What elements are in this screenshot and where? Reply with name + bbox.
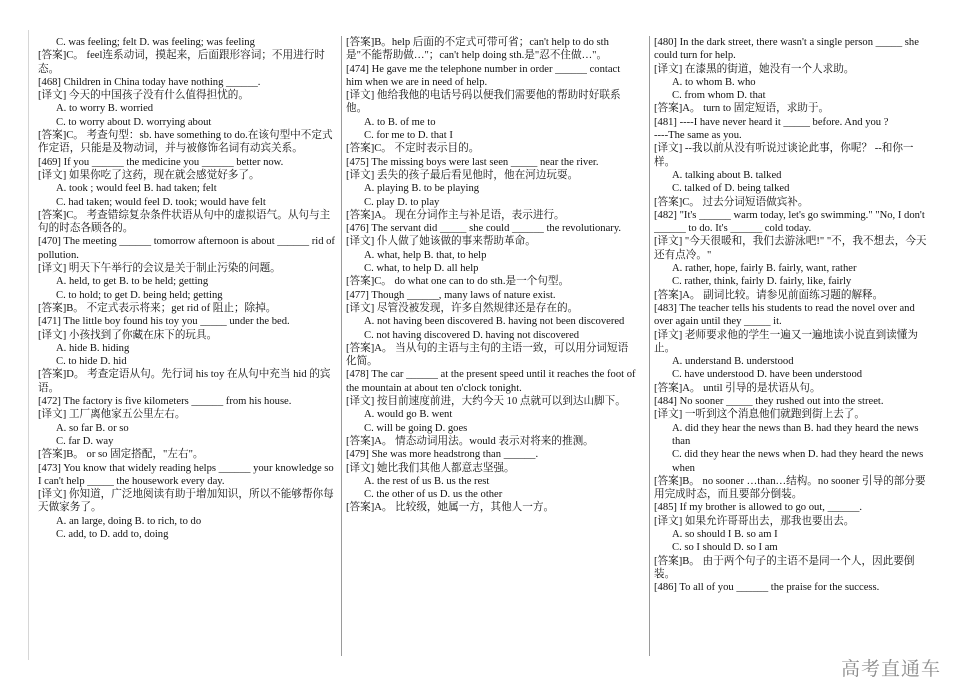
- text-line: [答案]B。help 后面的不定式可带可省；can't help to do sth 是"不能帮助做…"；can't help doing sth.是"忍不住做…"。: [346, 37, 609, 62]
- option-line: C. what, to help D. all help: [364, 263, 479, 275]
- option-line: A. hide B. hiding: [56, 342, 130, 354]
- text-line: [470] The meeting ______ tomorrow afternoon is about ______ rid of pollution.: [38, 236, 335, 261]
- text-line: [答案]D。 考查定语从句。先行词 his toy 在从句中充当 hid 的宾语。: [38, 369, 331, 394]
- option-line: A. an large, doing B. to rich, to do: [56, 515, 202, 527]
- text-line: [486] To all of you ______ the praise for the success.: [654, 582, 880, 594]
- column-divider: [649, 36, 650, 656]
- text-line: [译文] 一听到这个消息他们就跑到街上去了。: [654, 409, 865, 421]
- text-line: [471] The little boy found his toy you _____ under the bed.: [38, 316, 290, 328]
- text-line: [译文] 丢失的孩子最后看见他时，他在河边玩耍。: [346, 169, 579, 181]
- text-line: [答案]C。 不定时表示目的。: [346, 143, 480, 155]
- option-line: A. held, to get B. to be held; getting: [56, 276, 209, 288]
- text-column-2: [346, 36, 636, 654]
- text-line: [答案]C。 do what one can to do sth.是一个句型。: [346, 276, 570, 288]
- text-line: [译文] 他给我他的电话号码以便我们需要他的帮助时好联系他。: [346, 90, 621, 115]
- option-line: A. so far B. or so: [56, 422, 129, 434]
- text-column-1: [38, 36, 336, 654]
- option-line: A. to B. of me to: [364, 116, 436, 128]
- text-line: [答案]A。 情态动词用法。would 表示对将来的推测。: [346, 435, 594, 447]
- option-line: A. understand B. understood: [672, 356, 794, 368]
- text-line: [译文] 她比我们其他人都意志坚强。: [346, 462, 515, 474]
- option-line: A. talking about B. talked: [672, 169, 782, 181]
- option-line: C. play D. to play: [364, 196, 440, 208]
- text-line: [译文] 仆人做了她该做的事来帮助革命。: [346, 236, 536, 248]
- option-line: C. rather, think, fairly D. fairly, like, fairly: [672, 276, 852, 288]
- text-line: [答案]C。 feel连系动词，摸起来，后面跟形容词；不用进行时态。: [38, 50, 325, 75]
- text-line: [答案]B。 or so 固定搭配，"左右"。: [38, 449, 204, 461]
- text-line: [答案]A。 现在分词作主与补足语，表示进行。: [346, 209, 565, 221]
- option-line: C. talked of D. being talked: [672, 183, 790, 195]
- text-line: [答案]A。 until 引导的是状语从句。: [654, 382, 821, 394]
- text-line: [译文] 工厂离他家五公里左右。: [38, 409, 186, 421]
- option-line: C. to worry about D. worrying about: [56, 116, 212, 128]
- option-line: C. have understood D. have been understood: [672, 369, 863, 381]
- option-line: A. did they hear the news than B. had they heard the news than: [672, 422, 919, 447]
- text-line: [译文] 小孩找到了你藏在床下的玩具。: [38, 329, 218, 341]
- text-line: [答案]C。 考查句型：sb. have something to do.在该句型中不定式作定语，只能是及物动词，并与被修饰名词有动宾关系。: [38, 130, 333, 155]
- text-line: [481] ----I have never heard it _____ before. And you ?: [654, 116, 889, 128]
- text-line: [478] The car ______ at the present speed until it reaches the foot of the mountain at about ten o'clock tonight.: [346, 369, 636, 394]
- text-line: [472] The factory is five kilometers ______ from his house.: [38, 396, 292, 408]
- option-line: C. will be going D. goes: [364, 422, 468, 434]
- text-line: [译文] 在漆黑的街道，她没有一个人求助。: [654, 63, 855, 75]
- option-line: A. the rest of us B. us the rest: [364, 475, 490, 487]
- text-line: [译文] 老师要求他的学生一遍又一遍地读小说直到读懂为止。: [654, 329, 918, 354]
- text-line: [484] No sooner _____ they rushed out into the street.: [654, 396, 884, 408]
- option-line: A. rather, hope, fairly B. fairly, want, rather: [672, 263, 857, 275]
- option-line: A. to worry B. worried: [56, 103, 154, 115]
- text-line: [474] He gave me the telephone number in order ______ contact him when we are in need of help.: [346, 63, 621, 88]
- text-line: [答案]C。 过去分词短语做宾补。: [654, 196, 809, 208]
- option-line: C. the other of us D. us the other: [364, 489, 503, 501]
- option-line: C. was feeling; felt D. was feeling; was feeling: [56, 37, 255, 48]
- text-line: [468] Children in China today have nothing ______.: [38, 76, 261, 88]
- option-line: A. what, help B. that, to help: [364, 249, 487, 261]
- text-line: [译文] 按目前速度前进，大约今天 10 点就可以到达山脚下。: [346, 396, 626, 408]
- option-line: A. would go B. went: [364, 409, 453, 421]
- text-line: [译文] 你知道，广泛地阅读有助于增加知识，所以不能够帮你每天做家务了。: [38, 489, 334, 514]
- text-line: [译文] "今天很暖和，我们去游泳吧!" "不，我不想去，今天还有点冷。": [654, 236, 927, 261]
- option-line: C. far D. way: [56, 435, 114, 447]
- option-line: C. did they hear the news when D. had they heard the news when: [672, 449, 924, 474]
- option-line: A. to whom B. who: [672, 76, 756, 88]
- text-line: [482] "It's ______ warm today, let's go swimming." "No, I don't ______ to do. It's ______ cold today.: [654, 209, 925, 235]
- option-line: C. to hide D. hid: [56, 356, 127, 368]
- watermark: 高考直通车: [840, 658, 941, 680]
- text-line: [译文] --我以前从没有听说过谈论此事，你呢？ --和你一样。: [654, 143, 914, 168]
- option-line: C. for me to D. that I: [364, 130, 453, 142]
- text-line: [答案]A。 turn to 固定短语，求助于。: [654, 103, 830, 115]
- text-line: [480] In the dark street, there wasn't a single person _____ she could turn for help.: [654, 37, 919, 62]
- text-line: [答案]A。 副词比较。请参见前面练习题的解释。: [654, 289, 884, 301]
- text-line: [译文] 明天下午举行的会议是关于制止污染的问题。: [38, 263, 281, 275]
- option-line: A. so should I B. so am I: [672, 528, 778, 540]
- text-line: [476] The servant did _____ she could ______ the revolutionary.: [346, 223, 622, 235]
- option-line: C. add, to D. add to, doing: [56, 528, 169, 540]
- text-line: [译文] 今天的中国孩子没有什么值得担忧的。: [38, 90, 249, 102]
- text-column-3: [654, 36, 934, 654]
- text-line: [答案]B。 由于两个句子的主语不是同一个人，因此要倒装。: [654, 555, 915, 580]
- text-line: [译文] 如果允许哥哥出去，那我也要出去。: [654, 515, 855, 527]
- option-line: C. to hold; to get D. being held; getting: [56, 289, 223, 301]
- option-line: A. took ; would feel B. had taken; felt: [56, 183, 217, 195]
- option-line: A. playing B. to be playing: [364, 183, 480, 195]
- text-line: [答案]B。 no sooner …than…结构。no sooner 引导的部分要用完成时态，而且要部分倒装。: [654, 475, 926, 501]
- option-line: C. so I should D. so I am: [672, 542, 778, 554]
- text-line: [469] If you ______ the medicine you ______ better now.: [38, 156, 284, 168]
- text-line: [483] The teacher tells his students to read the novel over and over again until they _____ it.: [654, 302, 915, 328]
- option-line: C. had taken; would feel D. took; would have felt: [56, 196, 266, 208]
- text-line: [479] She was more headstrong than ______.: [346, 449, 539, 461]
- text-line: [译文] 尽管没被发现，许多自然规律还是存在的。: [346, 302, 579, 314]
- text-line: [473] You know that widely reading helps ______ your knowledge so I can't help _____ the housework every day.: [38, 462, 334, 487]
- text-line: [477] Though ______, many laws of nature exist.: [346, 289, 556, 301]
- text-line: [答案]A。 当从句的主语与主句的主语一致，可以用分词短语化简。: [346, 342, 629, 368]
- text-line: [答案]B。 不定式表示将来；get rid of 阻止；除掉。: [38, 302, 277, 314]
- text-line: [答案]A。 比较级，她属一方，其他人一方。: [346, 502, 555, 514]
- column-divider: [341, 36, 342, 656]
- option-line: A. not having been discovered B. having not been discovered: [364, 316, 625, 328]
- text-line: [答案]C。 考查错综复杂条件状语从句中的虚拟语气。从句与主句的时态各顾各的。: [38, 209, 331, 235]
- option-line: C. from whom D. that: [672, 90, 766, 102]
- text-line: [475] The missing boys were last seen _____ near the river.: [346, 156, 599, 168]
- text-line: ----The same as you.: [654, 130, 742, 142]
- text-line: [译文] 如果你吃了这药，现在就会感觉好多了。: [38, 169, 260, 181]
- text-line: [485] If my brother is allowed to go out, ______.: [654, 502, 863, 514]
- page-left-edge: [28, 30, 29, 660]
- option-line: C. not having discovered D. having not discovered: [364, 329, 580, 341]
